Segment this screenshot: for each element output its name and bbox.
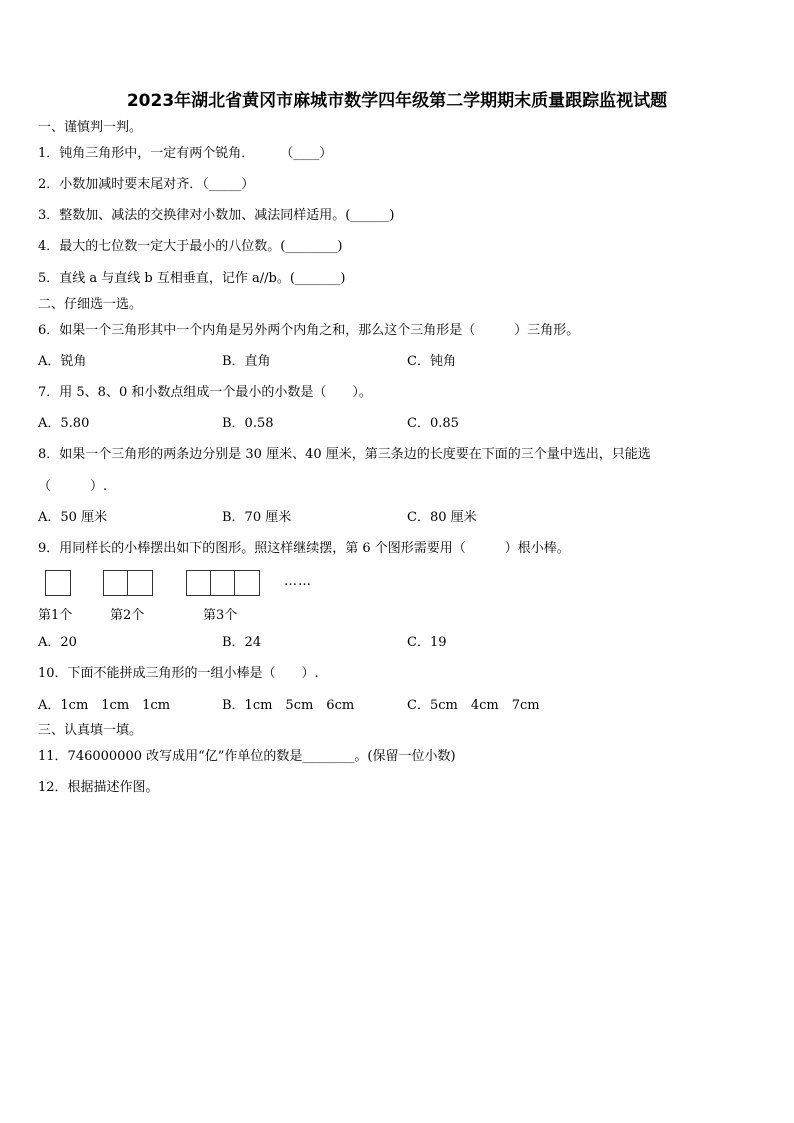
question-8-line-2: （ ）. bbox=[38, 479, 108, 494]
q6-option-a: A．锐角 bbox=[38, 354, 87, 369]
question-2: 2．小数加减时要末尾对齐．（_____） bbox=[38, 177, 255, 192]
q8-option-b: B．70 厘米 bbox=[222, 510, 292, 525]
q9-option-c: C．19 bbox=[407, 635, 447, 650]
square-cell bbox=[235, 571, 259, 595]
stick-figure-3 bbox=[186, 570, 260, 596]
figure-label-3: 第3个 bbox=[203, 608, 238, 623]
q7-option-b: B．0.58 bbox=[222, 416, 274, 431]
q6-option-c: C．钝角 bbox=[407, 354, 456, 369]
stick-figure-1 bbox=[45, 570, 71, 596]
figure-label-2: 第2个 bbox=[110, 608, 145, 623]
section-heading-fill: 三、认真填一填。 bbox=[38, 723, 143, 738]
square-cell bbox=[128, 571, 152, 595]
stick-figure-2 bbox=[103, 570, 153, 596]
q9-option-b: B．24 bbox=[222, 635, 262, 650]
square-cell bbox=[46, 571, 70, 595]
square-cell bbox=[187, 571, 211, 595]
section-heading-judgment: 一、谨慎判一判。 bbox=[38, 120, 143, 135]
question-7: 7．用 5、8、0 和小数点组成一个最小的小数是（ ）。 bbox=[38, 385, 372, 400]
q8-option-a: A．50 厘米 bbox=[38, 510, 108, 525]
question-12: 12．根据描述作图。 bbox=[38, 780, 159, 795]
question-6: 6．如果一个三角形其中一个内角是另外两个内角之和，那么这个三角形是（ ）三角形。 bbox=[38, 323, 580, 338]
q9-option-a: A．20 bbox=[38, 635, 77, 650]
q7-option-c: C．0.85 bbox=[407, 416, 459, 431]
q10-option-c: C．5cm 4cm 7cm bbox=[407, 698, 540, 713]
q10-option-b: B．1cm 5cm 6cm bbox=[222, 698, 355, 713]
question-4: 4．最大的七位数一定大于最小的八位数。(________) bbox=[38, 239, 343, 254]
question-9: 9．用同样长的小棒摆出如下的图形。照这样继续摆，第 6 个图形需要用（ ）根小棒。 bbox=[38, 541, 570, 556]
figure-label-1: 第1个 bbox=[38, 608, 73, 623]
q6-option-b: B．直角 bbox=[222, 354, 271, 369]
question-10: 10．下面不能拼成三角形的一组小棒是（ ）. bbox=[38, 666, 319, 681]
question-11: 11．746000000 改写成用“亿”作单位的数是________。(保留一位小数) bbox=[38, 749, 456, 764]
section-heading-choice: 二、仔细选一选。 bbox=[38, 297, 143, 312]
q8-option-c: C．80 厘米 bbox=[407, 510, 477, 525]
question-5: 5．直线 a 与直线 b 互相垂直，记作 a//b。(_______) bbox=[38, 271, 346, 286]
continuation-dots: …… bbox=[284, 574, 312, 589]
question-1: 1．钝角三角形中，一定有两个锐角． （____） bbox=[38, 146, 333, 161]
square-cell bbox=[211, 571, 235, 595]
square-cell bbox=[104, 571, 128, 595]
q7-option-a: A．5.80 bbox=[38, 416, 90, 431]
question-8-line-1: 8．如果一个三角形的两条边分别是 30 厘米、40 厘米，第三条边的长度要在下面的三个量中选出，只能选 bbox=[38, 447, 651, 462]
question-3: 3．整数加、减法的交换律对小数加、减法同样适用。(______) bbox=[38, 208, 395, 223]
page-title: 2023年湖北省黄冈市麻城市数学四年级第二学期期末质量跟踪监视试题 bbox=[126, 91, 668, 111]
q10-option-a: A．1cm 1cm 1cm bbox=[38, 698, 171, 713]
